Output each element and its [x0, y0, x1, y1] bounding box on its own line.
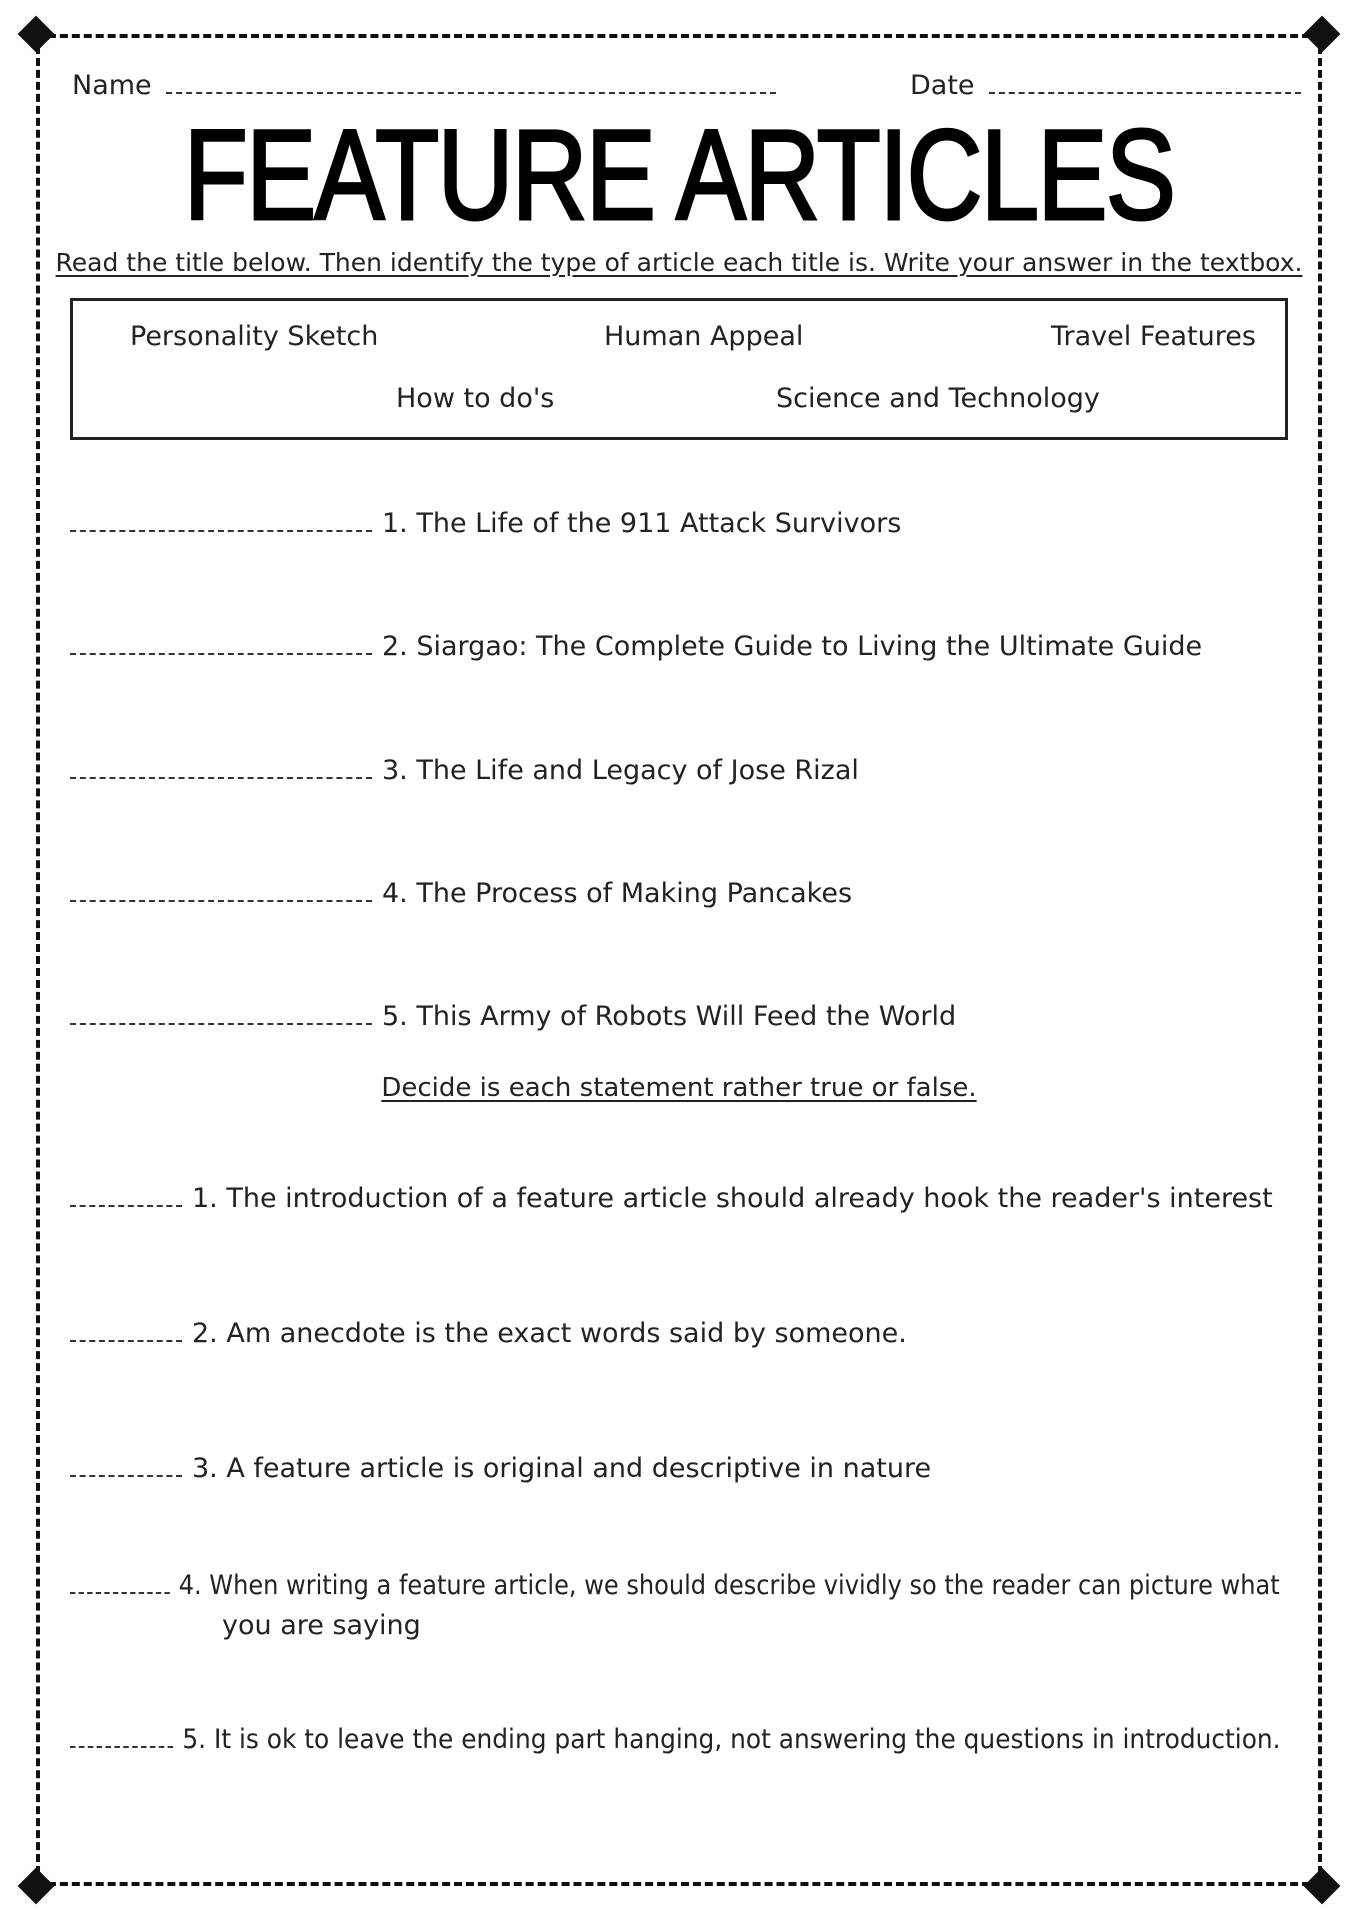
answer-blank[interactable]	[70, 1340, 182, 1342]
answer-blank[interactable]	[70, 1592, 170, 1594]
item-text: 1. The Life of the 911 Attack Survivors	[382, 508, 902, 539]
choice-personality-sketch: Personality Sketch	[130, 321, 379, 352]
item-text-continuation: you are saying	[222, 1610, 421, 1641]
item-text: 4. The Process of Making Pancakes	[382, 878, 853, 909]
page-title: FEATURE ARTICLES	[183, 104, 1175, 247]
part1-item	[70, 508, 901, 539]
part2-item	[70, 1724, 1281, 1755]
part1-item	[70, 878, 852, 909]
part1-item	[70, 755, 859, 786]
item-text: 2. Siargao: The Complete Guide to Living the Ultimate Guide	[382, 631, 1203, 662]
answer-blank[interactable]	[70, 1023, 372, 1025]
instruction-part2: Decide is each statement rather true or false.	[381, 1073, 977, 1103]
choice-how-to-dos: How to do's	[396, 383, 555, 414]
name-label: Name	[72, 70, 152, 101]
part2-item	[70, 1318, 907, 1349]
choice-travel-features: Travel Features	[1051, 321, 1256, 352]
item-text: 3. A feature article is original and descriptive in nature	[192, 1453, 932, 1484]
choices-box	[70, 298, 1288, 440]
name-blank[interactable]	[166, 92, 776, 94]
item-text: 2. Am anecdote is the exact words said by someone.	[192, 1318, 907, 1349]
date-field	[910, 70, 1301, 101]
answer-blank[interactable]	[70, 1205, 182, 1207]
answer-blank[interactable]	[70, 1475, 182, 1477]
part2-item	[70, 1453, 931, 1484]
answer-blank[interactable]	[70, 900, 372, 902]
item-text: 5. This Army of Robots Will Feed the World	[382, 1001, 957, 1032]
item-text: 5. It is ok to leave the ending part hanging, not answering the questions in introduction.	[182, 1724, 1281, 1755]
answer-blank[interactable]	[70, 653, 372, 655]
part1-item	[70, 1001, 956, 1032]
choice-science-technology: Science and Technology	[776, 383, 1100, 414]
name-field	[72, 70, 776, 101]
answer-blank[interactable]	[70, 530, 372, 532]
part1-item	[70, 631, 1202, 662]
date-blank[interactable]	[989, 92, 1301, 94]
item-text: 4. When writing a feature article, we should describe vividly so the reader can picture what	[178, 1570, 1280, 1601]
item-text: 3. The Life and Legacy of Jose Rizal	[382, 755, 859, 786]
answer-blank[interactable]	[70, 1746, 173, 1748]
choice-human-appeal: Human Appeal	[604, 321, 804, 352]
instruction-part1: Read the title below. Then identify the type of article each title is. Write your answer in the textbox.	[55, 248, 1303, 277]
answer-blank[interactable]	[70, 777, 372, 779]
item-text: 1. The introduction of a feature article should already hook the reader's interest	[192, 1183, 1273, 1214]
part2-item	[70, 1183, 1273, 1214]
part2-item	[70, 1570, 1280, 1601]
date-label: Date	[910, 70, 975, 101]
